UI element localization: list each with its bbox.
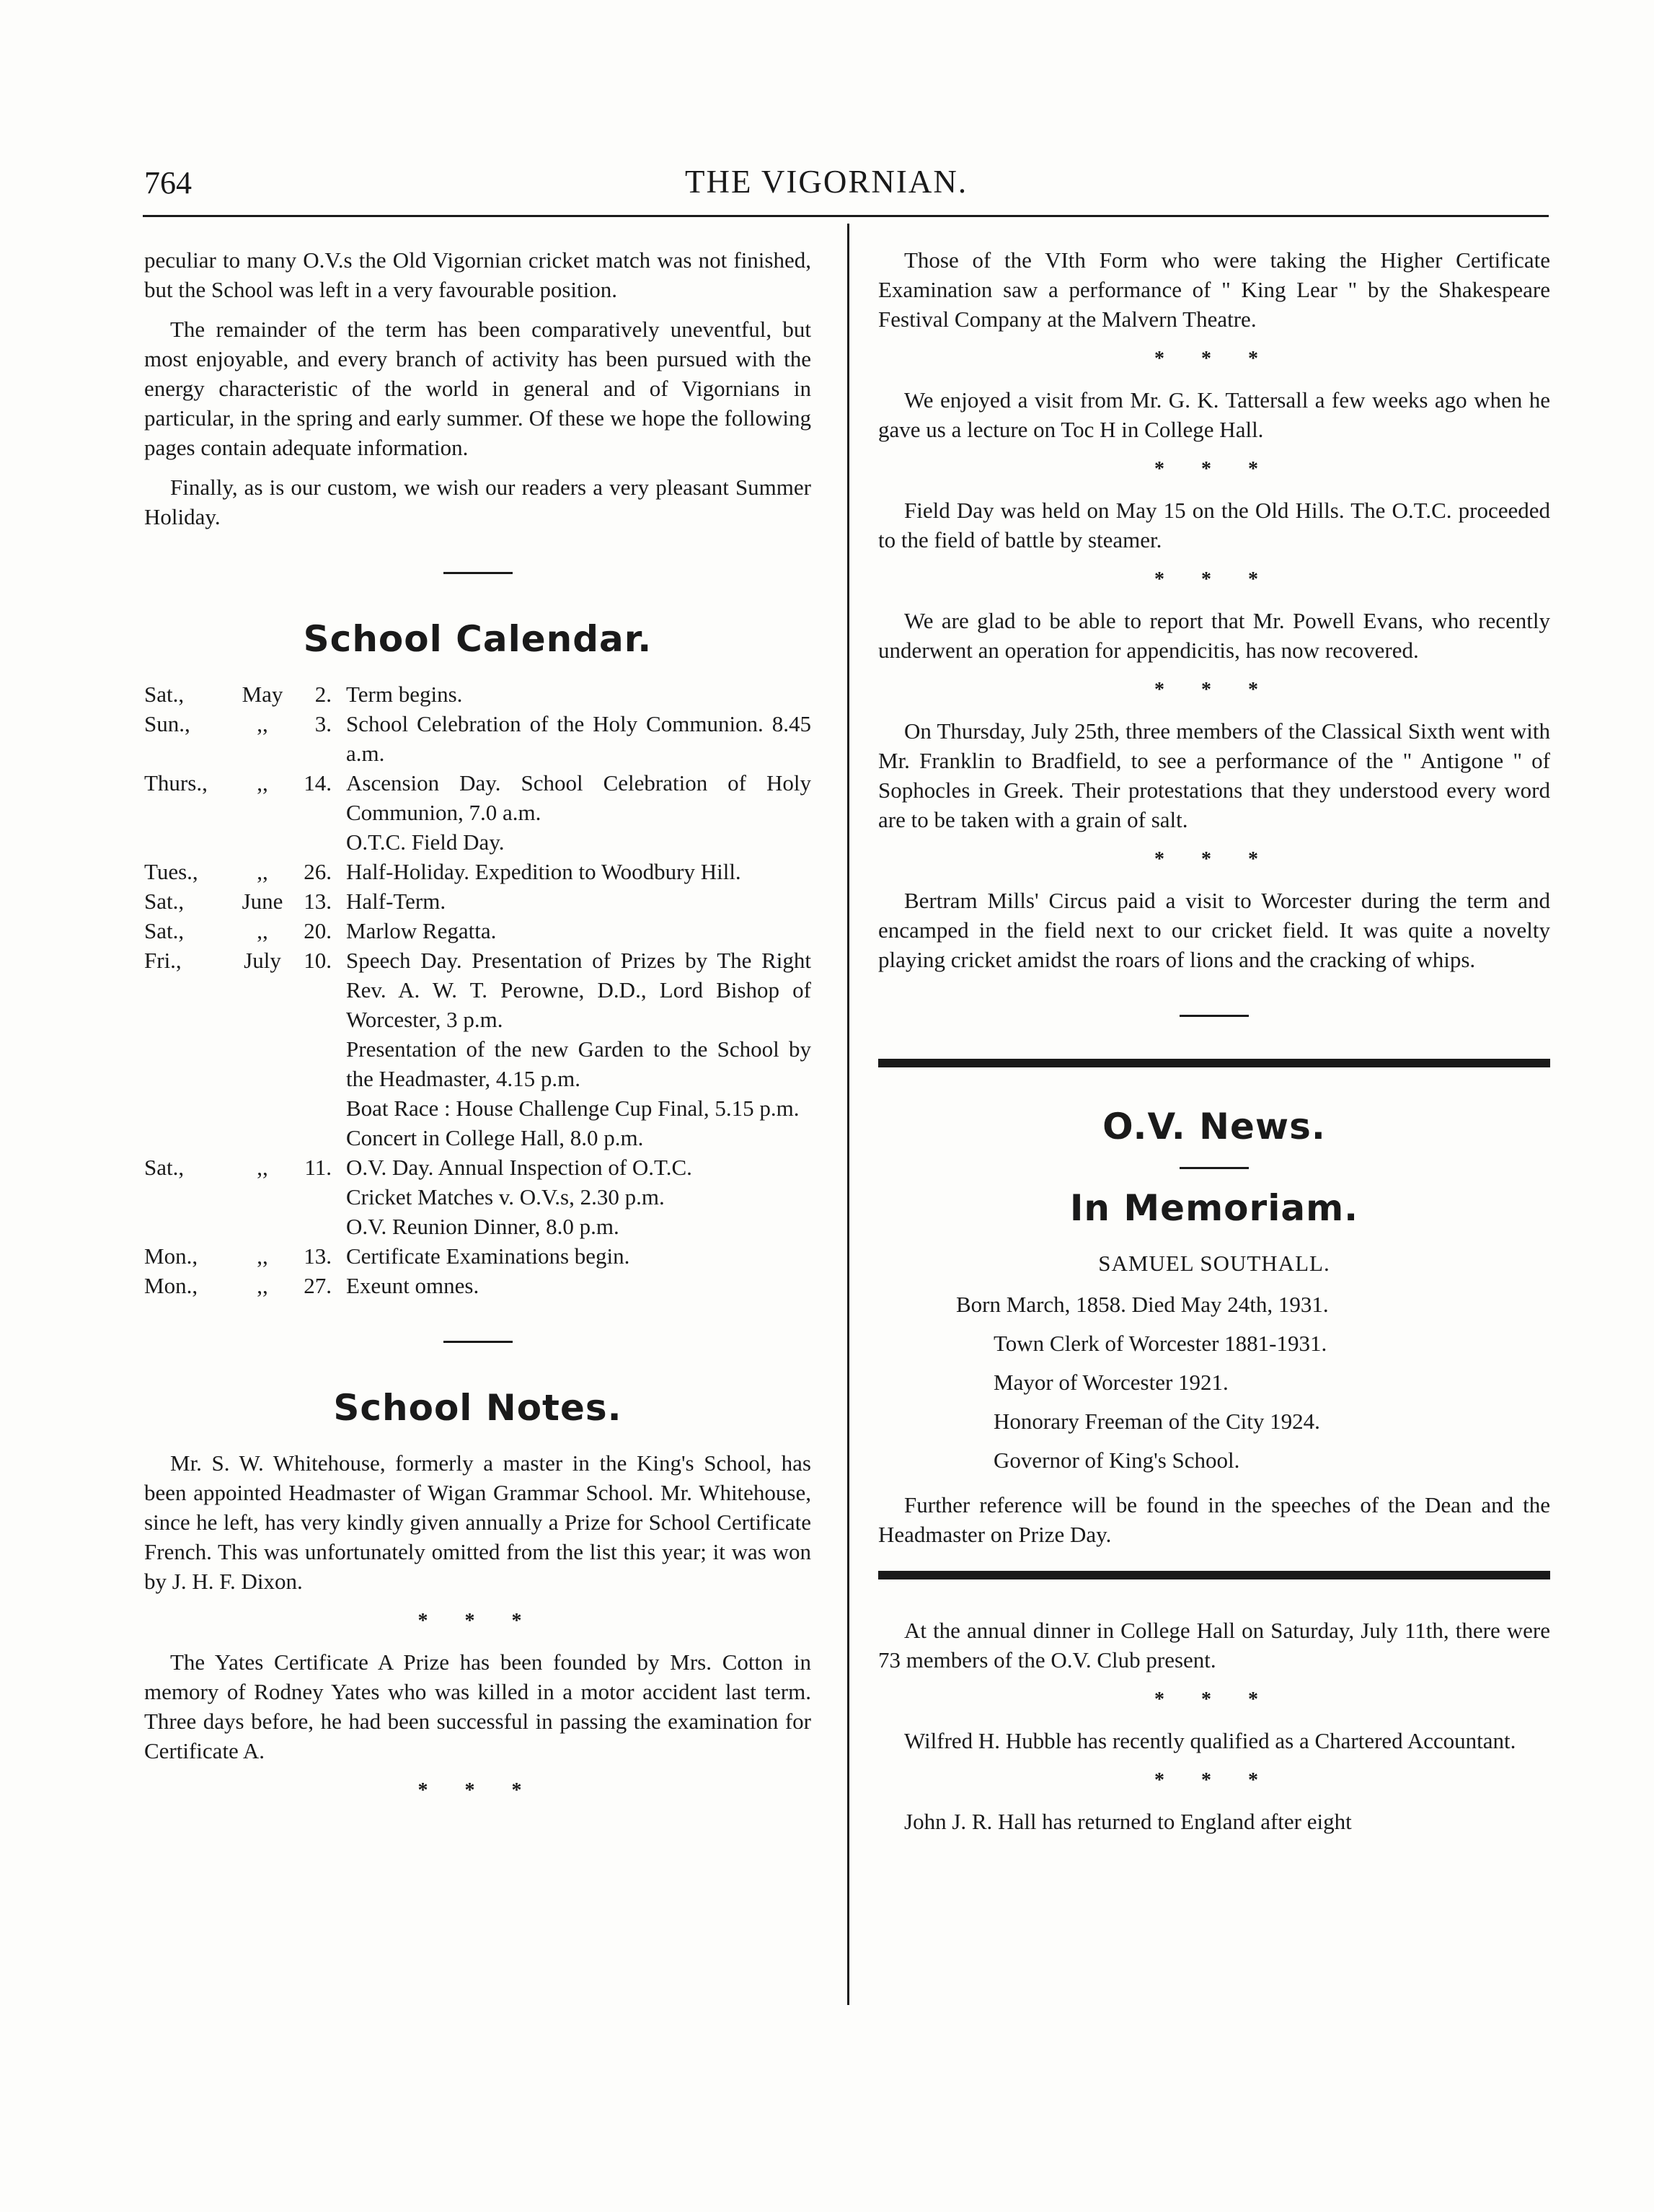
star-separator: * * *: [1154, 568, 1274, 591]
calendar-row: [144, 946, 811, 1153]
calendar-month: May: [242, 682, 283, 707]
star-separator: * * *: [1154, 1769, 1274, 1792]
calendar-day: Sat.,: [144, 1155, 185, 1180]
calendar-day: Fri.,: [144, 948, 182, 973]
calendar-row: [144, 916, 811, 946]
calendar-event: Term begins.: [346, 682, 463, 707]
school-note: Mr. S. W. Whitehouse, formerly a master in the King's School, has been appointed Headmaster of Wigan Grammar School. Mr. Whitehouse, since he left, has very kindly given annually a Prize for School Certificate French. This was unfortunately omitted from the list this year; it was won by J. H. F. Dixon.: [144, 1450, 811, 1594]
school-note: We are glad to be able to report that Mr. Powell Evans, who recently underwent an operation for appendicitis, has now recovered.: [878, 608, 1550, 663]
school-notes-heading: School Notes.: [333, 1387, 622, 1429]
calendar-date: 3.: [314, 711, 332, 736]
star-separator: * * *: [417, 1779, 538, 1802]
header-rule: [143, 215, 1549, 217]
calendar-list: [144, 679, 811, 1300]
school-note: On Thursday, July 25th, three members of the Classical Sixth went with Mr. Franklin to Bradfield, to see a performance of the " Antigone " of Sophocles in Greek. Their protestations that they understood every word are to be taken with a grain of salt.: [878, 718, 1550, 832]
intro-paragraph: Finally, as is our custom, we wish our readers a very pleasant Summer Holiday.: [144, 475, 811, 529]
calendar-day: Mon.,: [144, 1273, 198, 1298]
right-column: [878, 245, 1550, 1846]
calendar-row: [144, 886, 811, 916]
calendar-month: ,,: [257, 1155, 268, 1180]
memoriam-detail: Mayor of Worcester 1921.: [994, 1370, 1229, 1395]
calendar-date: 14.: [304, 770, 332, 796]
memoriam-detail: Honorary Freeman of the City 1924.: [994, 1409, 1320, 1434]
memoriam-dates: Born March, 1858. Died May 24th, 1931.: [956, 1292, 1329, 1317]
ov-news-item: John J. R. Hall has returned to England after eight: [904, 1809, 1352, 1834]
calendar-date: 2.: [314, 682, 332, 707]
calendar-month: July: [244, 948, 281, 973]
calendar-day: Thurs.,: [144, 770, 208, 796]
calendar-month: ,,: [257, 859, 268, 884]
calendar-month: ,,: [257, 918, 268, 943]
intro-paragraph: peculiar to many O.V.s the Old Vigornian cricket match was not finished, but the School was left in a very favourable position.: [144, 247, 811, 302]
calendar-event: School Celebration of the Holy Communion. 8.45 a.m.: [346, 711, 811, 766]
journal-title: THE VIGORNIAN.: [685, 164, 968, 200]
in-memoriam-heading: In Memoriam.: [1069, 1187, 1359, 1229]
ov-news-item: At the annual dinner in College Hall on Saturday, July 11th, there were 73 members of the O.V. Club present.: [878, 1618, 1550, 1673]
calendar-day: Sun.,: [144, 711, 190, 736]
calendar-event: Ascension Day. School Celebration of Holy Communion, 7.0 a.m. O.T.C. Field Day.: [346, 770, 811, 855]
section-separator: [443, 572, 513, 574]
page-number: 764: [144, 165, 192, 201]
school-note: The Yates Certificate A Prize has been founded by Mrs. Cotton in memory of Rodney Yates who was killed in a motor accident last term. Three days before, he had been successful in passing the examination for Certificate A.: [144, 1649, 811, 1763]
calendar-row: [144, 1271, 811, 1300]
calendar-day: Mon.,: [144, 1243, 198, 1269]
left-column: [144, 245, 811, 1817]
calendar-date: 20.: [304, 918, 332, 943]
memoriam-detail: Governor of King's School.: [994, 1448, 1240, 1473]
school-note: Bertram Mills' Circus paid a visit to Worcester during the term and encamped in the field next to our cricket field. It was quite a novelty playing cricket amidst the roars of lions and the cracking of whips.: [878, 888, 1550, 972]
calendar-day: Sat.,: [144, 682, 185, 707]
calendar-month: ,,: [257, 1273, 268, 1298]
school-note: Those of the VIth Form who were taking the Higher Certificate Examination saw a performance of " King Lear " by the Shakespeare Festival Company at the Malvern Theatre.: [878, 247, 1550, 332]
calendar-date: 10.: [304, 948, 332, 973]
section-separator: [1180, 1167, 1249, 1169]
memoriam-reference: Further reference will be found in the speeches of the Dean and the Headmaster on Prize Day.: [878, 1492, 1550, 1547]
calendar-month: ,,: [257, 1243, 268, 1269]
calendar-event: O.V. Day. Annual Inspection of O.T.C. Cricket Matches v. O.V.s, 2.30 p.m. O.V. Reunion Dinner, 8.0 p.m.: [346, 1155, 692, 1239]
thick-rule: [878, 1571, 1550, 1579]
calendar-date: 13.: [304, 1243, 332, 1269]
school-calendar-heading: School Calendar.: [303, 618, 653, 660]
school-note: Field Day was held on May 15 on the Old Hills. The O.T.C. proceeded to the field of battle by steamer.: [878, 498, 1550, 552]
calendar-day: Sat.,: [144, 889, 185, 914]
column-divider: [847, 224, 849, 2005]
star-separator: * * *: [1154, 348, 1274, 370]
memoriam-detail: Town Clerk of Worcester 1881-1931.: [994, 1331, 1327, 1356]
star-separator: * * *: [1154, 458, 1274, 480]
thick-rule: [878, 1059, 1550, 1067]
calendar-day: Tues.,: [144, 859, 198, 884]
calendar-date: 26.: [304, 859, 332, 884]
calendar-row: [144, 768, 811, 857]
memoriam-name: SAMUEL SOUTHALL.: [1098, 1251, 1330, 1276]
calendar-event: Marlow Regatta.: [346, 918, 497, 943]
section-separator: [1180, 1015, 1249, 1017]
star-separator: * * *: [1154, 1688, 1274, 1711]
star-separator: * * *: [417, 1610, 538, 1632]
calendar-event: Exeunt omnes.: [346, 1273, 479, 1298]
ov-news-heading: O.V. News.: [1102, 1106, 1326, 1147]
calendar-row: [144, 857, 811, 886]
calendar-event: Speech Day. Presentation of Prizes by The Right Rev. A. W. T. Perowne, D.D., Lord Bishop of Worcester, 3 p.m. Presentation of the new Garden to the School by the Headmaster, 4.15 p.m. Boat Race : House Challenge Cup Final, 5.15 p.m. Concert in College Hall, 8.0 p.m.: [346, 948, 811, 1150]
calendar-month: ,,: [257, 770, 268, 796]
calendar-row: [144, 679, 811, 709]
calendar-event: Half-Term.: [346, 889, 446, 914]
section-separator: [443, 1341, 513, 1343]
calendar-month: June: [242, 889, 283, 914]
calendar-date: 27.: [304, 1273, 332, 1298]
calendar-row: [144, 1241, 811, 1271]
star-separator: * * *: [1154, 679, 1274, 701]
school-note: We enjoyed a visit from Mr. G. K. Tattersall a few weeks ago when he gave us a lecture on Toc H in College Hall.: [878, 387, 1550, 442]
star-separator: * * *: [1154, 848, 1274, 871]
calendar-event: Certificate Examinations begin.: [346, 1243, 630, 1269]
ov-news-item: Wilfred H. Hubble has recently qualified as a Chartered Accountant.: [904, 1728, 1516, 1753]
calendar-date: 11.: [304, 1155, 332, 1180]
calendar-event: Half-Holiday. Expedition to Woodbury Hill.: [346, 859, 741, 884]
calendar-row: [144, 709, 811, 768]
calendar-row: [144, 1153, 811, 1241]
calendar-month: ,,: [257, 711, 268, 736]
calendar-day: Sat.,: [144, 918, 185, 943]
intro-paragraph: The remainder of the term has been comparatively uneventful, but most enjoyable, and every branch of activity has been pursued with the energy characteristic of the world in general and of Vigornians in particular, in the spring and early summer. Of these we hope the following pages contain adequate information.: [144, 317, 811, 460]
calendar-date: 13.: [304, 889, 332, 914]
